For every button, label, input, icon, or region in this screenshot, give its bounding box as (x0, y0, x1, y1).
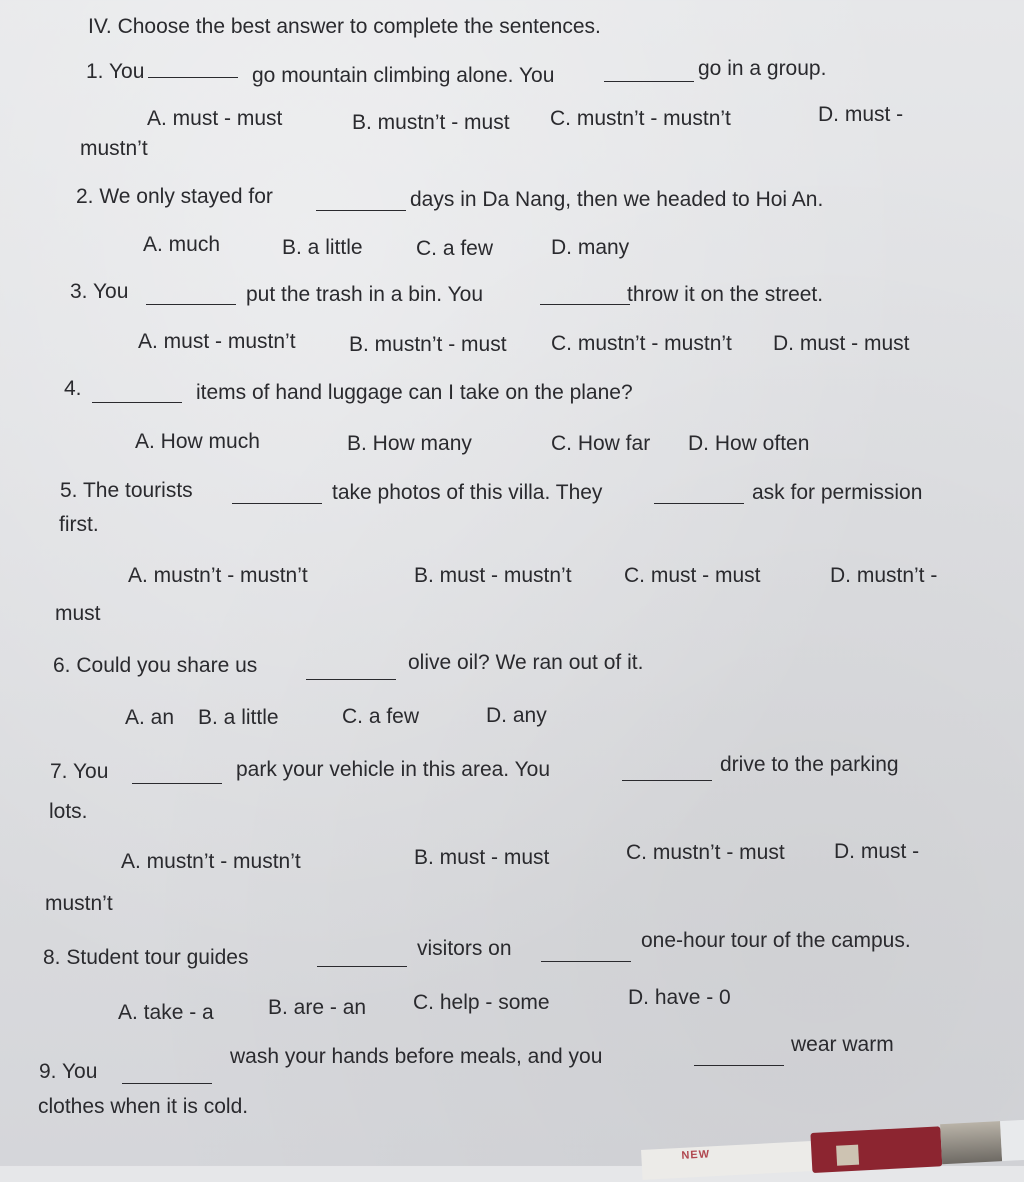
option-d[interactable]: D. must - (818, 103, 904, 126)
answer-blank[interactable] (654, 489, 744, 504)
answer-blank[interactable] (306, 665, 396, 680)
option-d[interactable]: D. many (551, 236, 630, 259)
question-7-text: 7. You (50, 760, 109, 783)
option-d[interactable]: D. must - (834, 840, 920, 863)
pen-clip (836, 1145, 859, 1166)
pen-barrel (641, 1141, 822, 1180)
option-d[interactable]: D. mustn’t - (830, 564, 938, 587)
option-a[interactable]: A. much (143, 233, 221, 256)
option-a[interactable]: A. must - mustn’t (138, 330, 296, 353)
option-c[interactable]: C. mustn’t - mustn’t (551, 332, 732, 355)
question-9-wrap: clothes when it is cold. (38, 1095, 249, 1118)
option-c[interactable]: C. mustn’t - mustn’t (550, 107, 731, 130)
question-2-part2: days in Da Nang, then we headed to Hoi An. (410, 188, 824, 211)
question-7-part3: drive to the parking (720, 753, 899, 776)
option-d[interactable]: D. have - 0 (628, 986, 731, 1009)
option-c[interactable]: C. a few (416, 237, 494, 260)
pen-brand-label: NEW (681, 1148, 711, 1162)
option-b[interactable]: B. a little (198, 706, 279, 729)
option-b[interactable]: B. must - mustn’t (414, 564, 572, 587)
question-1-part2: go mountain climbing alone. You (252, 64, 555, 87)
pen-tip (1000, 1120, 1024, 1162)
option-c[interactable]: C. How far (551, 432, 651, 455)
question-9-part2: wash your hands before meals, and you (230, 1045, 603, 1068)
question-4-number: 4. (64, 377, 82, 400)
question-7-wrap: lots. (49, 800, 88, 823)
option-a[interactable]: A. mustn’t - mustn’t (128, 564, 308, 587)
question-4-text: items of hand luggage can I take on the plane? (196, 381, 633, 404)
option-b[interactable]: B. mustn’t - must (352, 111, 510, 134)
option-d[interactable]: D. must - must (773, 332, 910, 355)
pen-image (640, 1109, 1024, 1180)
question-1 (86, 61, 242, 82)
option-d-wrap: mustn’t (45, 892, 113, 915)
pen-cap (810, 1126, 942, 1173)
pen-metal-band (940, 1121, 1002, 1164)
question-6-part2: olive oil? We ran out of it. (408, 651, 644, 674)
section-title: IV. Choose the best answer to complete the sentences. (88, 15, 601, 38)
answer-blank[interactable] (622, 766, 712, 781)
question-8-text: 8. Student tour guides (43, 946, 249, 969)
option-c[interactable]: C. mustn’t - must (626, 841, 785, 864)
question-6-text: 6. Could you share us (53, 654, 258, 677)
option-d[interactable]: D. How often (688, 432, 810, 455)
option-b[interactable]: B. mustn’t - must (349, 333, 507, 356)
question-5-wrap: first. (59, 513, 99, 536)
question-3-part3: throw it on the street. (627, 283, 824, 306)
option-a[interactable]: A. an (125, 706, 175, 729)
question-3-text: 3. You (70, 280, 129, 303)
option-b[interactable]: B. How many (347, 432, 472, 455)
question-1-part3: go in a group. (698, 57, 827, 80)
option-b[interactable]: B. must - must (414, 846, 550, 869)
question-5-part3: ask for permission (752, 481, 923, 504)
question-7-part2: park your vehicle in this area. You (236, 758, 551, 781)
answer-blank[interactable] (317, 952, 407, 967)
option-d-wrap: must (55, 602, 101, 625)
option-a[interactable]: A. mustn’t - mustn’t (121, 850, 301, 873)
option-c[interactable]: C. a few (342, 705, 420, 728)
option-b[interactable]: B. a little (282, 236, 363, 259)
question-5-part2: take photos of this villa. They (332, 481, 603, 504)
option-d[interactable]: D. any (486, 704, 547, 727)
answer-blank[interactable] (122, 1069, 212, 1084)
question-8-part3: one-hour tour of the campus. (641, 929, 911, 952)
answer-blank[interactable] (132, 769, 222, 784)
question-9-text: 9. You (39, 1060, 98, 1083)
answer-blank[interactable] (540, 290, 630, 305)
option-a[interactable]: A. must - must (147, 107, 283, 130)
question-8-part2: visitors on (417, 937, 512, 960)
option-d-wrap: mustn’t (80, 137, 148, 160)
answer-blank[interactable] (92, 388, 182, 403)
answer-blank[interactable] (604, 67, 694, 82)
question-2-text: 2. We only stayed for (76, 185, 273, 208)
answer-blank[interactable] (146, 290, 236, 305)
answer-blank[interactable] (148, 63, 238, 78)
answer-blank[interactable] (316, 196, 406, 211)
answer-blank[interactable] (694, 1051, 784, 1066)
answer-blank[interactable] (232, 489, 322, 504)
option-b[interactable]: B. are - an (268, 996, 367, 1019)
option-c[interactable]: C. must - must (624, 564, 761, 587)
option-a[interactable]: A. take - a (118, 1001, 214, 1024)
option-c[interactable]: C. help - some (413, 991, 550, 1014)
question-1-text: 1. You (86, 60, 145, 83)
answer-blank[interactable] (541, 947, 631, 962)
question-3-part2: put the trash in a bin. You (246, 283, 484, 306)
question-9-part3: wear warm (791, 1033, 894, 1056)
option-a[interactable]: A. How much (135, 430, 260, 453)
question-5-text: 5. The tourists (60, 479, 193, 502)
